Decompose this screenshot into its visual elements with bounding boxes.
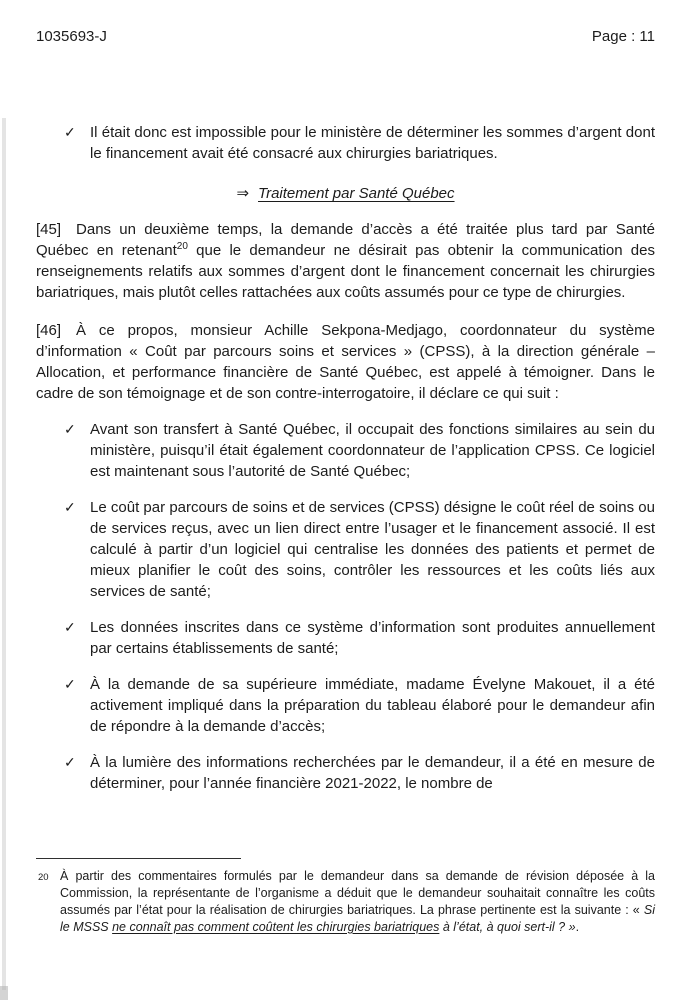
- checkmark-icon: ✓: [64, 754, 76, 770]
- lead-bullet-item: [36, 122, 655, 164]
- footnote-number: 20: [38, 872, 49, 883]
- scan-corner-artifact: [0, 986, 8, 1000]
- page-number-label: Page : 11: [591, 28, 655, 45]
- bullet-item-tableau: [36, 674, 655, 737]
- paragraph-46-number: [46]: [36, 322, 62, 339]
- footnote-quote-underlined: ne connaît pas comment coûtent les chirurgies bariatriques: [112, 920, 440, 934]
- lead-bullet-text: Il était donc est impossible pour le ministère de déterminer les sommes d’argent dont le financement avait été consacré aux chirurgies bariatriques.: [90, 124, 655, 162]
- footnote-text: [60, 868, 655, 936]
- paragraph-45: [36, 219, 655, 303]
- footnote-quote-end: à l’état, à quoi sert-il ? »: [439, 920, 576, 934]
- witness-bullet-list: [36, 419, 655, 794]
- footnote-closing-period: .: [575, 920, 580, 934]
- paragraph-45-text-start: Dans un deuxième temps, la demande d’accès a été traitée plus tard par Santé Québec en retenant: [36, 221, 655, 259]
- checkmark-icon: ✓: [64, 619, 76, 635]
- paragraph-46-text: À ce propos, monsieur Achille Sekpona-Medjago, coordonnateur du système d’information « Coût par parcours soins et services » (CPSS), à la direction générale – Allocation, et performance financière de Santé Québec, est appelé à témoigner. Dans le cadre de son témoignage et de son contre-interrogatoire, il déclare ce qui suit :: [36, 322, 655, 402]
- checkmark-icon: ✓: [64, 499, 76, 515]
- bullet-item-cpss-definition: [36, 497, 655, 602]
- checkmark-icon: ✓: [64, 421, 76, 437]
- document-number: 1035693-J: [36, 28, 107, 45]
- paragraph-46: [36, 320, 655, 404]
- bullet-text: Avant son transfert à Santé Québec, il occupait des fonctions similaires au sein du ministère, puisqu’il était également coordonnateur de l’application CPSS. Ce logiciel est maintenant sous l’autorité de Santé Québec;: [90, 421, 655, 480]
- checkmark-icon: ✓: [64, 676, 76, 692]
- bullet-text: À la lumière des informations recherchées par le demandeur, il a été en mesure de déterminer, pour l’année financière 2021-2022, le nombre de: [90, 754, 655, 792]
- page-header: [36, 27, 655, 47]
- checkmark-icon: ✓: [64, 124, 76, 140]
- bullet-item-transfert: [36, 419, 655, 482]
- footnote-20: [36, 868, 655, 936]
- footnote-text-plain: À partir des commentaires formulés par le demandeur dans sa demande de révision déposée à la Commission, la représentante de l’organisme a déduit que le demandeur souhaitait connaître les coûts assumés par l’état pour la réalisation de chirurgies bariatriques. La phrase pertinente est la suivante : «: [60, 869, 655, 917]
- document-body: [36, 122, 655, 794]
- section-heading: [36, 183, 655, 204]
- bullet-item-donnees: [36, 617, 655, 659]
- bullet-text: Les données inscrites dans ce système d’information sont produites annuellement par certains établissements de santé;: [90, 619, 655, 657]
- bullet-text: Le coût par parcours de soins et de services (CPSS) désigne le coût réel de soins ou de services reçus, avec un lien direct entre l’usager et le financement associé. Il est calculé à partir d’un logiciel qui centralise les données des patients et permet de mieux planifier le coût des soins, contrôler les ressources et les coûts liés aux services de santé;: [90, 499, 655, 600]
- footnote-separator: [36, 858, 241, 859]
- double-arrow-icon: ⇒: [236, 185, 250, 202]
- paragraph-45-text-end: que le demandeur ne désirait pas obtenir la communication des renseignements relatifs aux sommes d’argent dont le financement concernait les chirurgies bariatriques, mais plutôt celles rattachées aux coûts assumés pour ce type de chirurgies.: [36, 242, 655, 301]
- paragraph-45-number: [45]: [36, 221, 62, 238]
- bullet-text: À la demande de sa supérieure immédiate, madame Évelyne Makouet, il a été activement impliqué dans la préparation du tableau élaboré pour le demandeur afin de répondre à la demande d’accès;: [90, 676, 655, 735]
- footnote-area: [36, 858, 655, 936]
- footnote-quote-start: Si le MSSS: [60, 903, 655, 934]
- bullet-item-annee-financiere: [36, 752, 655, 794]
- section-heading-text: Traitement par Santé Québec: [258, 185, 455, 202]
- scan-edge-artifact: [2, 118, 6, 990]
- footnote-reference-20: 20: [176, 241, 188, 252]
